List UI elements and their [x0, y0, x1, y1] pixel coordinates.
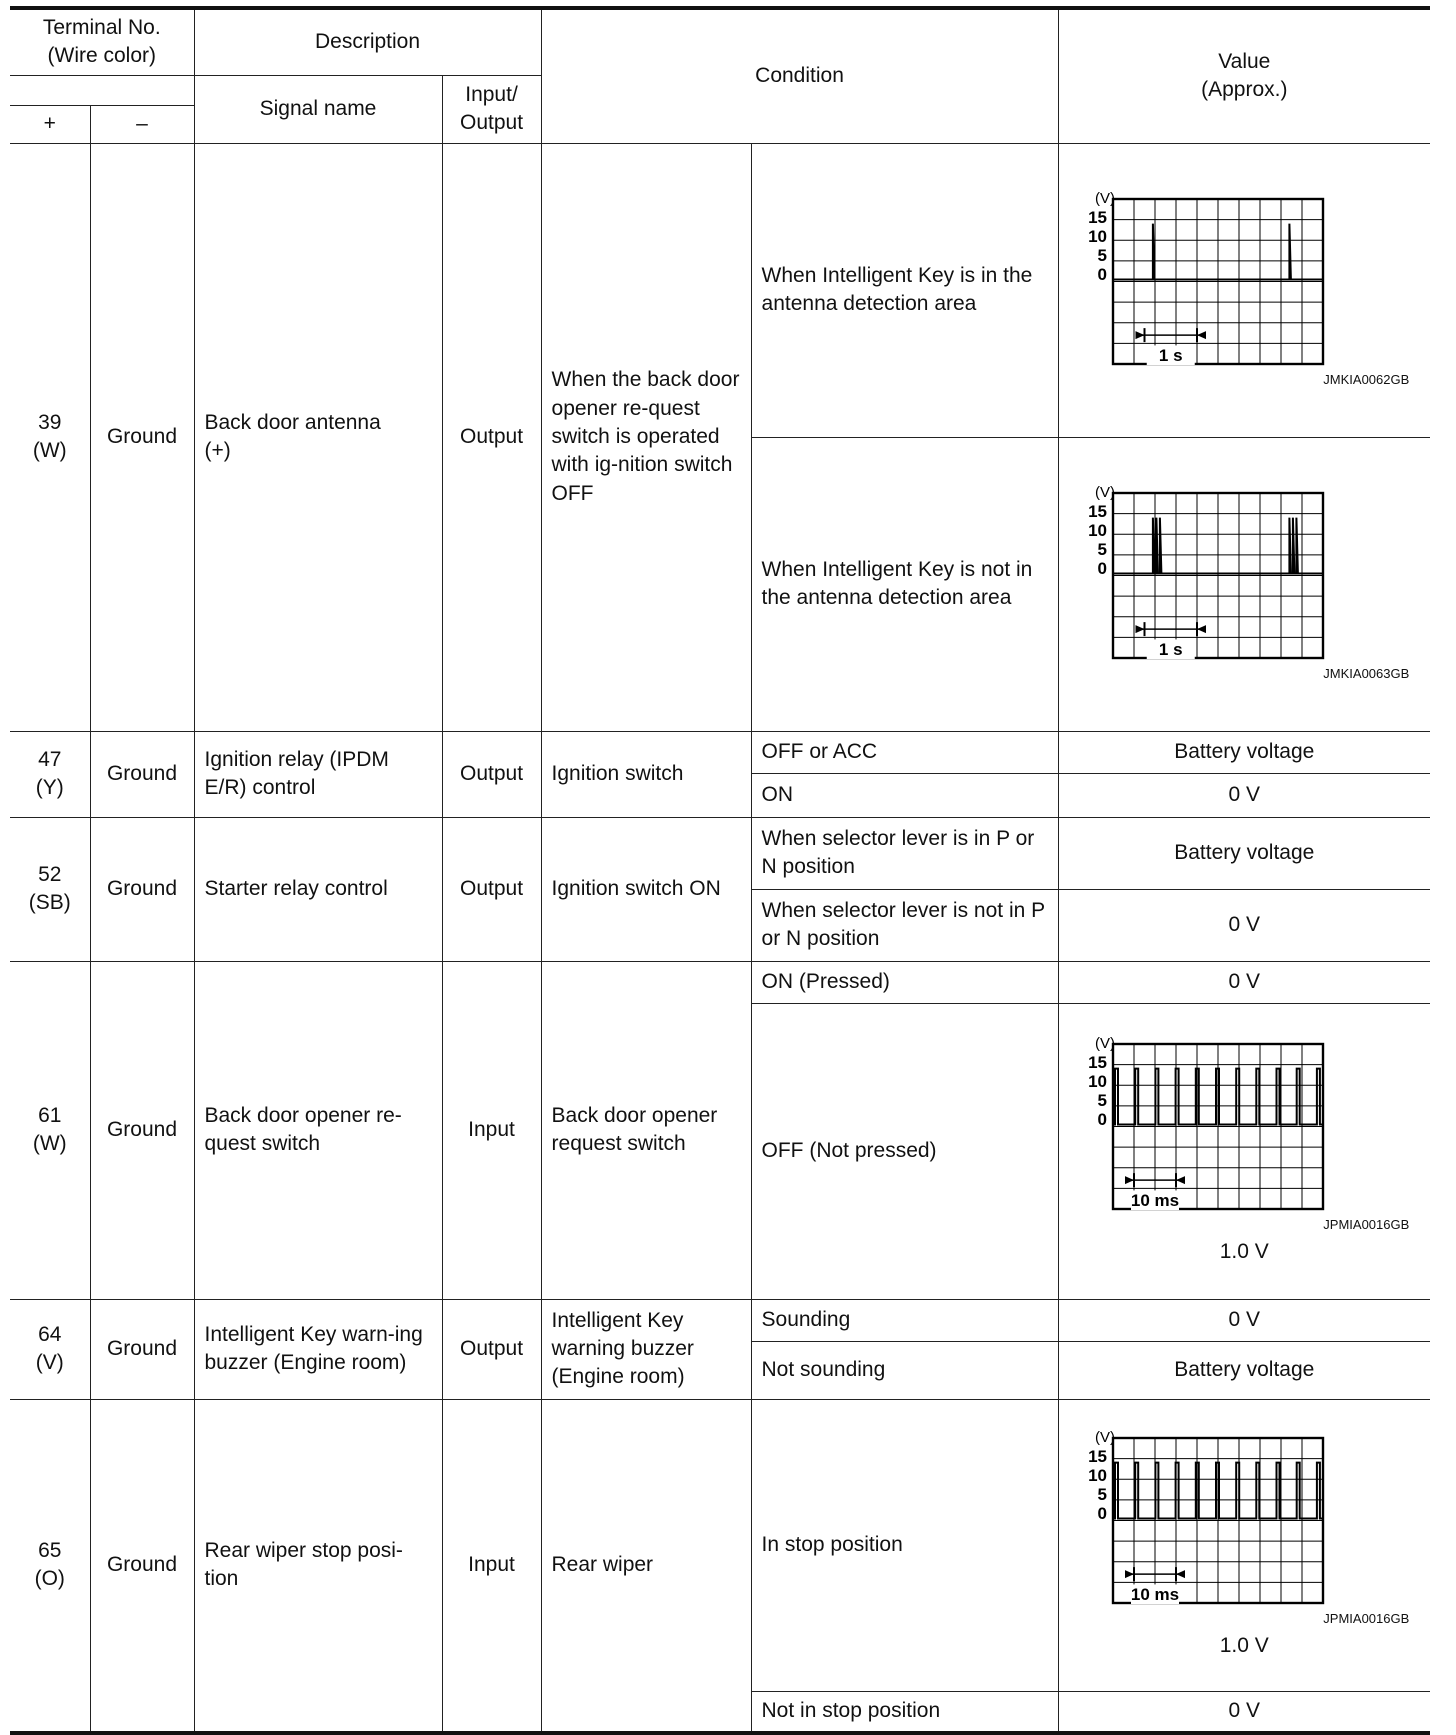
io-61: Input [442, 961, 541, 1299]
io-header-text: Input/ Output [459, 82, 524, 135]
scope-tick-0: 0 [1097, 559, 1108, 579]
ground-61: Ground [90, 961, 194, 1299]
scope-tick-15: 15 [1088, 1447, 1108, 1467]
scope-unit-label: (V) [1095, 191, 1116, 208]
condition-61-sub2: OFF (Not pressed) [751, 1003, 1058, 1299]
scope-time-label: 1 s [1159, 640, 1183, 660]
condition-52: Ignition switch ON [541, 817, 751, 961]
value-64-sub2: Battery voltage [1058, 1341, 1430, 1399]
scope-tick-15: 15 [1088, 208, 1108, 228]
condition-39-sub2: When Intelligent Key is not in the antenna detection area [751, 437, 1058, 731]
condition-47-sub1: OFF or ACC [751, 731, 1058, 773]
condition-65-sub1: In stop position [751, 1399, 1058, 1691]
scope-unit-label: (V) [1095, 1036, 1116, 1053]
scope-tick-0: 0 [1097, 265, 1108, 285]
condition-39: When the back door opener re-quest switch is operated with ig-nition switch OFF [541, 143, 751, 731]
time-marker-arrow [1197, 626, 1206, 634]
scope-tick-10: 10 [1088, 521, 1108, 541]
signal-39 [194, 143, 442, 731]
signal-65: Rear wiper stop posi-tion [194, 1399, 442, 1733]
signal-61: Back door opener re-quest switch [194, 961, 442, 1299]
scope-time-label: 10 ms [1131, 1191, 1180, 1211]
terminal-no-header-text: Terminal No. (Wire color) [42, 16, 161, 68]
terminal-47-text: 47 (Y) [35, 747, 64, 800]
signal-39-text: Back door antenna (+) [204, 410, 381, 463]
condition-39-sub1: When Intelligent Key is in the antenna detection area [751, 143, 1058, 437]
terminal-spec-table [10, 6, 1430, 1735]
ground-39: Ground [90, 143, 194, 731]
signal-name-header: Signal name [194, 75, 442, 143]
scope-trace [1113, 1463, 1323, 1519]
time-marker-arrow [1197, 332, 1206, 340]
terminal-39 [10, 143, 90, 731]
ground-65: Ground [90, 1399, 194, 1733]
io-64: Output [442, 1299, 541, 1399]
scope-unit-label: (V) [1095, 485, 1116, 502]
value-52-sub1: Battery voltage [1058, 817, 1430, 889]
value-header-text: Value (Approx.) [1201, 50, 1288, 102]
value-39-sub1 [1058, 143, 1430, 437]
terminal-65-text: 65 (O) [34, 1539, 65, 1591]
scope-tick-10: 10 [1088, 1072, 1108, 1092]
figure-code: JPMIA0016GB [1323, 1611, 1410, 1627]
condition-61-sub1: ON (Pressed) [751, 961, 1058, 1003]
terminal-no-header [10, 8, 194, 75]
terminal-65 [10, 1399, 90, 1733]
scope-tick-5: 5 [1097, 540, 1108, 560]
terminal-47 [10, 731, 90, 817]
scope-time-label: 1 s [1159, 346, 1183, 366]
condition-65-sub2: Not in stop position [751, 1691, 1058, 1733]
time-marker-arrow [1125, 1570, 1134, 1578]
scope-trace [1113, 1069, 1323, 1125]
condition-64: Intelligent Key warning buzzer (Engine room) [541, 1299, 751, 1399]
value-65-sub2: 0 V [1058, 1691, 1430, 1733]
oscilloscope-waveform [1079, 1430, 1409, 1610]
io-65: Input [442, 1399, 541, 1733]
value-64-sub1: 0 V [1058, 1299, 1430, 1341]
terminal-52-text: 52 (SB) [28, 862, 71, 915]
scope-tick-10: 10 [1088, 1466, 1108, 1486]
figure-code: JMKIA0062GB [1323, 372, 1410, 388]
figure-code: JMKIA0063GB [1323, 666, 1410, 682]
scope-tick-10: 10 [1088, 227, 1108, 247]
scope-tick-0: 0 [1097, 1504, 1108, 1524]
time-marker-arrow [1136, 332, 1145, 340]
oscilloscope-waveform [1079, 1036, 1409, 1216]
scope-tick-15: 15 [1088, 502, 1108, 522]
ground-47: Ground [90, 731, 194, 817]
terminal-header-gap [10, 75, 194, 105]
terminal-64-text: 64 (V) [35, 1322, 64, 1375]
value-65-sub1-voltage: 1.0 V [1219, 1633, 1269, 1657]
scope-tick-5: 5 [1097, 1091, 1108, 1111]
value-47-sub2: 0 V [1058, 773, 1430, 817]
oscilloscope-waveform [1079, 191, 1409, 371]
condition-65: Rear wiper [541, 1399, 751, 1733]
value-header [1058, 8, 1430, 143]
io-39: Output [442, 143, 541, 731]
oscilloscope-waveform [1079, 485, 1409, 665]
scope-tick-5: 5 [1097, 246, 1108, 266]
time-marker-arrow [1176, 1176, 1185, 1184]
condition-64-sub2: Not sounding [751, 1341, 1058, 1399]
signal-47: Ignition relay (IPDM E/R) control [194, 731, 442, 817]
scope-unit-label: (V) [1095, 1430, 1116, 1447]
ground-52: Ground [90, 817, 194, 961]
time-marker-arrow [1136, 626, 1145, 634]
condition-header: Condition [541, 8, 1058, 143]
condition-52-sub2: When selector lever is not in P or N position [751, 889, 1058, 961]
value-61-sub1: 0 V [1058, 961, 1430, 1003]
description-header: Description [194, 8, 541, 75]
io-52: Output [442, 817, 541, 961]
scope-tick-0: 0 [1097, 1110, 1108, 1130]
scope-tick-5: 5 [1097, 1485, 1108, 1505]
terminal-61 [10, 961, 90, 1299]
plus-header: + [10, 105, 90, 143]
value-39-sub2 [1058, 437, 1430, 731]
figure-code: JPMIA0016GB [1323, 1217, 1410, 1233]
condition-64-sub1: Sounding [751, 1299, 1058, 1341]
time-marker-arrow [1125, 1176, 1134, 1184]
time-marker-arrow [1176, 1570, 1185, 1578]
minus-header: – [90, 105, 194, 143]
condition-47-sub2: ON [751, 773, 1058, 817]
terminal-64 [10, 1299, 90, 1399]
value-47-sub1: Battery voltage [1058, 731, 1430, 773]
value-61-sub2-voltage: 1.0 V [1219, 1239, 1269, 1263]
value-65-sub1 [1058, 1399, 1430, 1691]
value-52-sub2: 0 V [1058, 889, 1430, 961]
terminal-61-text: 61 (W) [32, 1103, 67, 1156]
io-47: Output [442, 731, 541, 817]
terminal-39-text: 39 (W) [32, 410, 67, 463]
io-header [442, 75, 541, 143]
condition-52-sub1: When selector lever is in P or N position [751, 817, 1058, 889]
scope-tick-15: 15 [1088, 1053, 1108, 1073]
signal-64: Intelligent Key warn-ing buzzer (Engine room) [194, 1299, 442, 1399]
terminal-52 [10, 817, 90, 961]
scope-time-label: 10 ms [1131, 1585, 1180, 1605]
signal-52: Starter relay control [194, 817, 442, 961]
condition-61: Back door opener request switch [541, 961, 751, 1299]
ground-64: Ground [90, 1299, 194, 1399]
value-61-sub2 [1058, 1003, 1430, 1299]
condition-47: Ignition switch [541, 731, 751, 817]
